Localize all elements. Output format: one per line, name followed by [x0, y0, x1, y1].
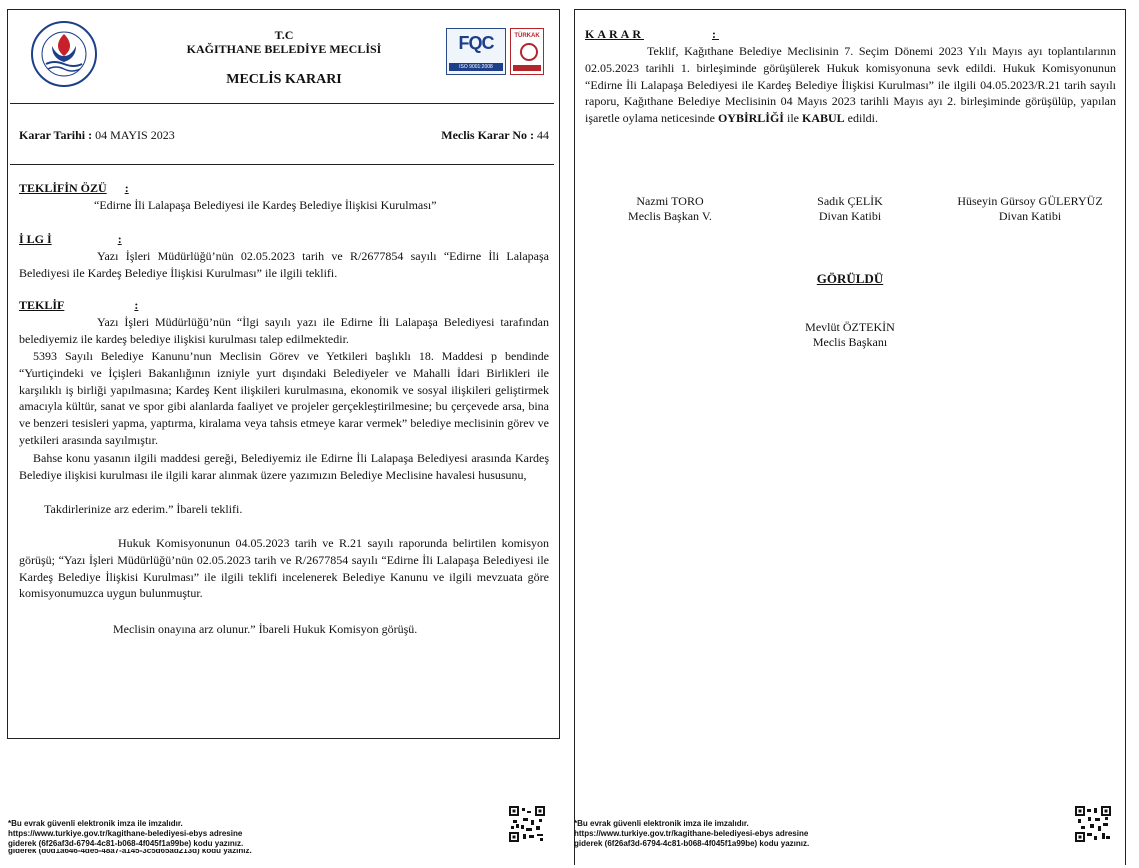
- reference-heading: [19, 232, 122, 247]
- signature-mayor-name: Mevlüt ÖZTEKİN: [805, 320, 895, 334]
- municipality-logo: [30, 20, 98, 88]
- page-title: MECLİS KARARI: [226, 72, 342, 87]
- seen-heading: GÖRÜLDÜ: [816, 271, 884, 286]
- decision-result-unanimous: OYBİRLİĞİ: [717, 111, 784, 126]
- turkak-text: TÜRKAK: [514, 33, 540, 39]
- proposal-heading: [19, 298, 138, 313]
- decision-date-value: 04 MAYIS 2023: [92, 128, 175, 142]
- footer-line3: giderek (6f26af3d-6794-4c81-b068-4f045f1a99be) kodu yazınız.: [8, 839, 244, 848]
- decision-heading: [585, 27, 719, 42]
- committee-paragraph-2: Meclisin onayına arz olunur.” İbareli Hukuk Komisyon görüşü.: [113, 622, 418, 636]
- qr-code-icon: [1075, 806, 1111, 842]
- footer-line2: https://www.turkiye.gov.tr/kagithane-belediyesi-ebys adresine: [8, 829, 243, 838]
- summary-text: “Edirne İli Lalapaşa Belediyesi ile Kardeş Belediye İlişkisi Kurulması”: [94, 198, 437, 212]
- decision-text-mid: ile: [783, 111, 802, 126]
- header-divider: [10, 103, 554, 104]
- signature-clerk-1-name: Sadık ÇELİK: [817, 194, 883, 208]
- turkak-logo: [510, 28, 544, 75]
- proposal-heading-colon: :: [134, 298, 139, 312]
- footer-line1: *Bu evrak güvenli elektronik imza ile imzalıdır.: [8, 819, 183, 828]
- summary-heading: [19, 181, 129, 196]
- signature-chair-title: Meclis Başkan V.: [628, 208, 712, 223]
- page2-footer: [574, 819, 809, 849]
- qr-code-icon: [509, 806, 545, 842]
- summary-heading-colon: :: [124, 181, 129, 195]
- signature-clerk-1: [775, 194, 925, 223]
- decision-heading-text: KARAR: [585, 27, 644, 41]
- certification-logos: [446, 28, 544, 76]
- proposal-paragraph-2: 5393 Sayılı Belediye Kanunu’nun Meclisin Görev ve Yetkileri başlıklı 18. Maddesi p bendinde “Yurtiçindeki ve İçişleri Bakanlığının izniyle yurt dışındaki Belediyeler ve Mahalli İdari Birlikleri ile karşılıklı iş birliği yapılmasına; Kardeş Kent ilişkileri kurulmasına, ekonomik ve sosyal ilişkileri geliştirmek amacıyla kültür, sanat ve spor gibi alanlarda faaliyet ve projeler gerçekleştirilmesine; bu çerçevede arsa, bina ve benzeri tesisleri yapma, yaptırma, kiralama veya tahsis etmeye karar vermek” belediye meclisinin görev ve yetkileri arasında sayılmıştır.: [19, 349, 549, 447]
- footer-line4-clipped: [8, 849, 252, 859]
- signature-clerk-2-name: Hüseyin Gürsoy GÜLERYÜZ: [957, 194, 1103, 208]
- proposal-paragraph-4: Takdirlerinize arz ederim.” İbareli teklifi.: [44, 502, 243, 516]
- info-divider: [10, 164, 554, 165]
- decision-result-accepted: KABUL: [801, 111, 845, 126]
- signature-clerk-2-title: Divan Katibi: [998, 208, 1062, 223]
- signature-clerk-1-title: Divan Katibi: [818, 208, 882, 223]
- decision-date-label: Karar Tarihi :: [19, 128, 93, 142]
- decision-number: [441, 127, 549, 144]
- decision-page-2: [574, 9, 1126, 865]
- decision-page-1: [7, 9, 560, 739]
- reference-heading-text: İ LG İ: [19, 232, 52, 246]
- decision-number-label: Meclis Karar No :: [441, 128, 534, 142]
- decision-text-pre: Teklif, Kağıthane Belediye Meclisinin 7. Seçim Dönemi 2023 Yılı Mayıs ayı toplantılarının 02.05.2023 tarihli 1. birleşiminde görüşülerek Hukuk komisyonuna sevk edildi. Hukuk Komisyonunun “Edirne İli Lalapaşa Belediyesi ile Kardeş Belediye İlişkisi Kurulması” ile ilgili 04.05.2023/R.21 tarih sayılı raporu, Kağıthane Belediye Meclisinin 04 Mayıs 2023 tarihli Mayıs ayı 2. birleşiminde görüşülüp, yapılan işaretle oylama neticesinde: [585, 44, 1116, 126]
- page1-footer: [8, 819, 252, 859]
- signature-clerk-2: [940, 194, 1120, 223]
- footer-line4: giderek (d0d1a646-4de5-48a7-a145-3c5d65ad213d) kodu yazınız.: [8, 849, 252, 855]
- footer-line2: https://www.turkiye.gov.tr/kagithane-belediyesi-ebys adresine: [574, 829, 809, 838]
- footer-line3: giderek (6f26af3d-6794-4c81-b068-4f045f1a99be) kodu yazınız.: [574, 839, 810, 848]
- signature-mayor-title: Meclis Başkanı: [812, 334, 888, 349]
- signature-chair-name: Nazmi TORO: [636, 194, 704, 208]
- fqc-logo-text: FQC: [458, 33, 494, 53]
- proposal-heading-text: TEKLİF: [19, 298, 65, 312]
- footer-line1: *Bu evrak güvenli elektronik imza ile imzalıdır.: [574, 819, 749, 828]
- signature-mayor: [775, 320, 925, 349]
- fqc-certificate-logo: [446, 28, 506, 75]
- committee-paragraph-1: Hukuk Komisyonunun 04.05.2023 tarih ve R.21 sayılı raporunda belirtilen komisyon görüşü; “Yazı İşleri Müdürlüğü’nün 02.05.2023 tarih ve R/2677854 sayılı “Edirne İli Lalapaşa Belediyesi ile Kardeş Belediye İlişkisi Kurulması” ile ilgili teklifi incelenerek Belediye Kanunu ve ilgili mevzuata göre komisyonumuzca uygun bulunmuştur.: [19, 536, 549, 601]
- reference-text: Yazı İşleri Müdürlüğü’nün 02.05.2023 tarih ve R/2677854 sayılı “Edirne İli Lalapaşa Belediyesi ile Kardeş Belediye İlişkisi Kurulması” ile ilgili teklifi.: [19, 249, 549, 280]
- decision-number-value: 44: [534, 128, 549, 142]
- decision-text: [585, 43, 1116, 127]
- decision-heading-colon: :: [712, 27, 719, 41]
- proposal-paragraph-1: Yazı İşleri Müdürlüğü’nün “İlgi sayılı yazı ile Edirne İli Lalapaşa Belediyesi tarafından belediyemiz ile kardeş belediye ilişkisi kurulması talep edilmektedir.: [19, 315, 549, 346]
- turkak-id-bar: [513, 65, 541, 71]
- iso-label: ISO 9001:2008: [449, 63, 503, 71]
- proposal-paragraph-3: Bahse konu yasanın ilgili maddesi gereği, Belediyemiz ile Edirne İli Lalapaşa Belediyesi arasında Kardeş Belediye ilişkisi kurulması ile ilgili karar alınmak üzere yazımızın Belediye Meclisine havalesi hususunu,: [19, 451, 549, 482]
- decision-date: [19, 127, 175, 144]
- checkmark-icon: [520, 43, 538, 61]
- summary-heading-text: TEKLİFİN ÖZÜ: [19, 181, 107, 195]
- header-line2: KAĞITHANE BELEDİYE MECLİSİ: [186, 42, 382, 56]
- reference-heading-colon: :: [117, 232, 122, 246]
- signature-chair: [595, 194, 745, 223]
- header-text: [98, 28, 470, 88]
- header-line1: T.C: [274, 28, 294, 42]
- decision-text-post: edildi.: [844, 111, 878, 126]
